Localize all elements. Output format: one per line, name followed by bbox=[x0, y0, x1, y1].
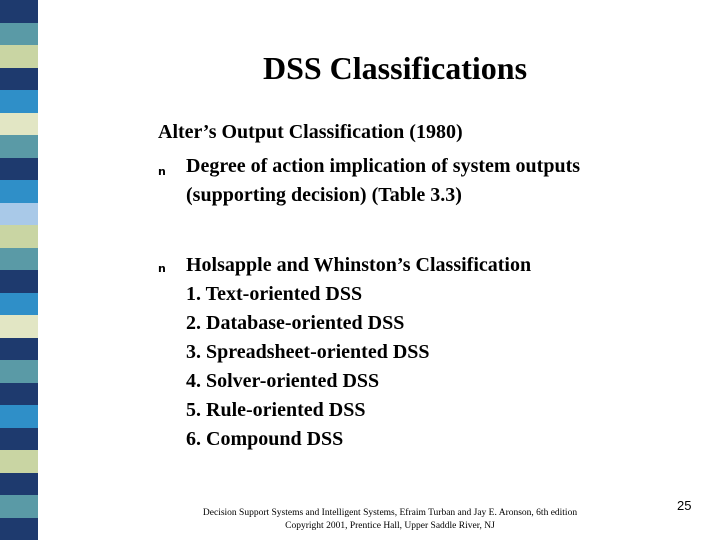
stripe-block bbox=[0, 248, 38, 271]
page-number: 25 bbox=[677, 498, 692, 513]
slide-subtitle: Alter’s Output Classification (1980) bbox=[158, 121, 463, 143]
list-item: 4. Solver-oriented DSS bbox=[186, 370, 380, 392]
stripe-block bbox=[0, 135, 38, 158]
stripe-block bbox=[0, 270, 38, 293]
stripe-block bbox=[0, 158, 38, 181]
bullet-line: Holsapple and Whinston’s Classification bbox=[186, 254, 532, 276]
slide-title: DSS Classifications bbox=[262, 50, 528, 86]
stripe-block bbox=[0, 90, 38, 113]
stripe-block bbox=[0, 293, 38, 316]
bullet-line: (supporting decision) (Table 3.3) bbox=[186, 184, 462, 206]
stripe-block bbox=[0, 225, 38, 248]
list-item: 3. Spreadsheet-oriented DSS bbox=[186, 341, 430, 363]
list-item: 6. Compound DSS bbox=[186, 428, 344, 450]
stripe-block bbox=[0, 405, 38, 428]
slide-footer bbox=[160, 507, 620, 533]
list-item: 1. Text-oriented DSS bbox=[186, 283, 363, 305]
stripe-block bbox=[0, 45, 38, 68]
bullet-marker: n bbox=[158, 165, 166, 178]
stripe-block bbox=[0, 338, 38, 361]
bullet-item bbox=[186, 251, 531, 454]
stripe-block bbox=[0, 68, 38, 91]
decorative-color-stripe bbox=[0, 0, 38, 540]
bullet-line: Degree of action implication of system outputs bbox=[186, 155, 581, 177]
stripe-block bbox=[0, 360, 38, 383]
stripe-block bbox=[0, 203, 38, 226]
bullet-item bbox=[186, 152, 580, 210]
stripe-block bbox=[0, 518, 38, 540]
stripe-block bbox=[0, 23, 38, 46]
stripe-block bbox=[0, 0, 38, 23]
stripe-block bbox=[0, 450, 38, 473]
stripe-block bbox=[0, 495, 38, 518]
bullet-marker: n bbox=[158, 262, 166, 275]
list-item: 5. Rule-oriented DSS bbox=[186, 399, 366, 421]
stripe-block bbox=[0, 315, 38, 338]
stripe-block bbox=[0, 428, 38, 451]
stripe-block bbox=[0, 180, 38, 203]
footer-citation: Decision Support Systems and Intelligent Systems, Efraim Turban and Jay E. Aronson, 6th edition bbox=[202, 508, 578, 518]
list-item: 2. Database-oriented DSS bbox=[186, 312, 405, 334]
footer-copyright: Copyright 2001, Prentice Hall, Upper Saddle River, NJ bbox=[285, 521, 495, 531]
stripe-block bbox=[0, 383, 38, 406]
stripe-block bbox=[0, 473, 38, 496]
stripe-block bbox=[0, 113, 38, 136]
